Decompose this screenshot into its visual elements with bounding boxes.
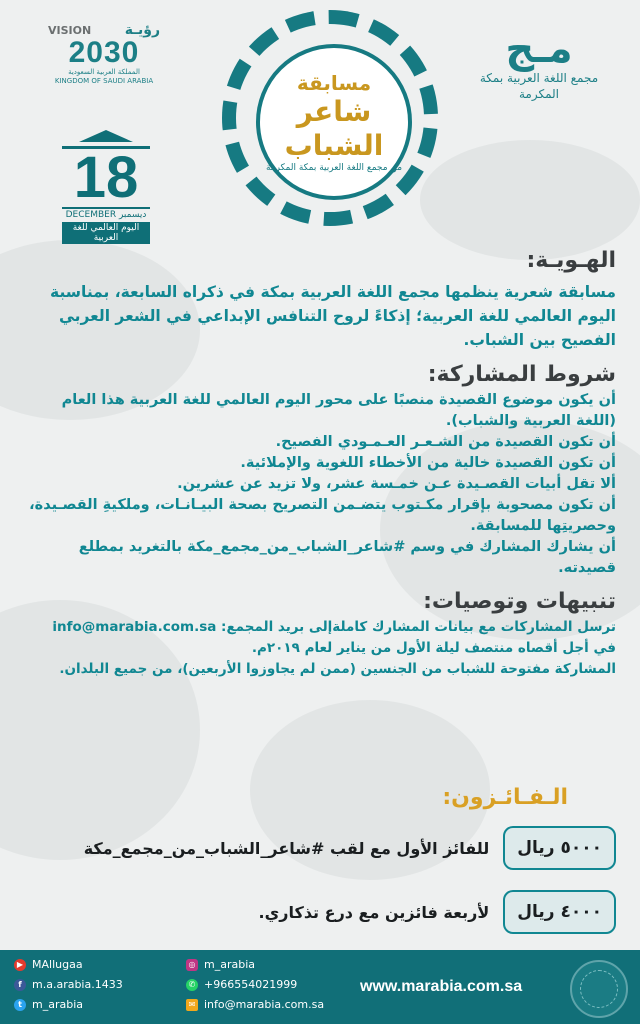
prize-row-second [259, 890, 616, 934]
prize-description: لأربعة فائزين مع درع تذكاري. [258, 902, 490, 922]
condition-item: أن تكون مصحوبة بإقرار مكـتوب يتضـمن التصريح بصحة البيـانـات، وملكيةِ القصـيدة، وحصريتِها للمسابقة. [29, 497, 616, 534]
prize-amount: ٤٠٠٠ ريال [503, 890, 616, 934]
footer-email: info@marabia.com.sa [204, 998, 325, 1011]
competition-emblem [222, 10, 438, 226]
academy-mark: مـج [505, 26, 573, 72]
instagram-icon: ◎ [186, 959, 198, 971]
youtube-icon: ▶ [14, 959, 26, 971]
footer-bar [0, 950, 640, 1024]
whatsapp-icon: ✆ [186, 979, 198, 991]
vision-latin: VISION [48, 23, 92, 37]
instagram-handle: m_arabia [204, 958, 255, 971]
winners-heading: الـفـائـزون: [442, 785, 568, 810]
prize-amount: ٥٠٠٠ ريال [503, 826, 616, 870]
instagram-link[interactable] [186, 958, 255, 971]
month-label [62, 207, 150, 222]
condition-item: أن تكون القصيدة خالية من الأخطاء اللغوية والإملائية. [240, 455, 616, 471]
note-item [26, 617, 616, 638]
kingdom-english: KINGDOM OF SAUDI ARABIA [54, 77, 154, 85]
note-prefix: ترسل المشاركات مع بيانات المشارك كاملةإلى بريد المجمع: [221, 619, 616, 635]
notes-email-link[interactable]: info@marabia.com.sa [52, 619, 217, 635]
facebook-link[interactable] [14, 978, 123, 991]
twitter-icon: t [14, 999, 26, 1011]
academy-seal-icon [570, 960, 628, 1018]
facebook-icon: f [14, 979, 26, 991]
emblem-center [256, 44, 412, 200]
day-number: 18 [73, 145, 139, 210]
facebook-handle: m.a.arabia.1433 [32, 978, 123, 991]
vision-2030-logo [48, 22, 160, 86]
condition-item: أن يشارك المشارك في وسم #شاعر_الشباب_من_مجمع_مكة بالتغريد بمطلع قصيدته. [78, 539, 616, 576]
identity-text: مسابقة شعرية ينظمها مجمع اللغة العربية بمكة في ذكراه السابعة، بمناسبة اليوم العالمي للغة العربية؛ إذكاءً لروح التنافس الإبداعي في الشعر العربي الفصيح بين الشباب. [50, 283, 616, 349]
email-link[interactable] [186, 998, 324, 1011]
academy-logo [464, 28, 614, 102]
vision-year: 2030 [68, 36, 140, 69]
youtube-link[interactable] [14, 958, 83, 971]
note-item: المشاركة مفتوحة للشباب من الجنسين (ممن لم يجاوزوا الأربعين)، من جميع البلدان. [59, 661, 616, 677]
note-item: في أجل أقصاه منتصف ليلة الأول من يناير لعام ٢٠١٩م. [251, 640, 616, 656]
day-name: اليوم العالمي للغة العربية [62, 222, 150, 244]
month-english: DECEMBER [65, 210, 117, 220]
condition-item: أن تكون القصيدة من الشـعـر العـمـودي الفصيح. [275, 434, 616, 450]
website-link[interactable]: www.marabia.com.sa [360, 978, 523, 995]
twitter-handle: m_arabia [32, 998, 83, 1011]
prize-row-first [84, 826, 616, 870]
email-icon: ✉ [186, 999, 198, 1011]
kingdom-arabic: المملكة العربية السعودية [68, 68, 140, 76]
condition-item: ألا تقل أبيات القصـيدة عـن خمـسة عشر، ولا تزيد عن عشرين. [177, 476, 616, 492]
emblem-line-3: من مجمع اللغة العربية بمكة المكرمة [265, 163, 403, 173]
whatsapp-number: +966554021999 [204, 978, 298, 991]
notes-list [26, 617, 616, 680]
academy-name: مجمع اللغة العربية بمكة المكرمة [479, 71, 599, 101]
identity-heading: الهـويـة: [526, 248, 616, 273]
vision-arabic: رؤيـة [124, 22, 160, 38]
notes-heading: تنبيهات وتوصيات: [423, 589, 616, 614]
prize-description: للفائز الأول مع لقب #شاعر_الشباب_من_مجمع_مكة [83, 838, 490, 858]
month-arabic: ديسمبر [118, 210, 147, 220]
poster-body [26, 246, 616, 680]
whatsapp-link[interactable] [186, 978, 297, 991]
emblem-line-1: مسابقة [296, 71, 372, 95]
arabic-day-logo [62, 130, 150, 244]
youtube-handle: MAllugaa [32, 958, 83, 971]
twitter-link[interactable] [14, 998, 83, 1011]
conditions-list [26, 390, 616, 579]
conditions-heading: شروط المشاركة: [427, 362, 616, 387]
emblem-line-2: شاعر الشباب [284, 95, 384, 162]
condition-item: أن يكون موضوع القصيدة منصبًا على محور اليوم العالمي للغة العربية هذا العام (اللغة العربية والشباب). [61, 392, 616, 429]
